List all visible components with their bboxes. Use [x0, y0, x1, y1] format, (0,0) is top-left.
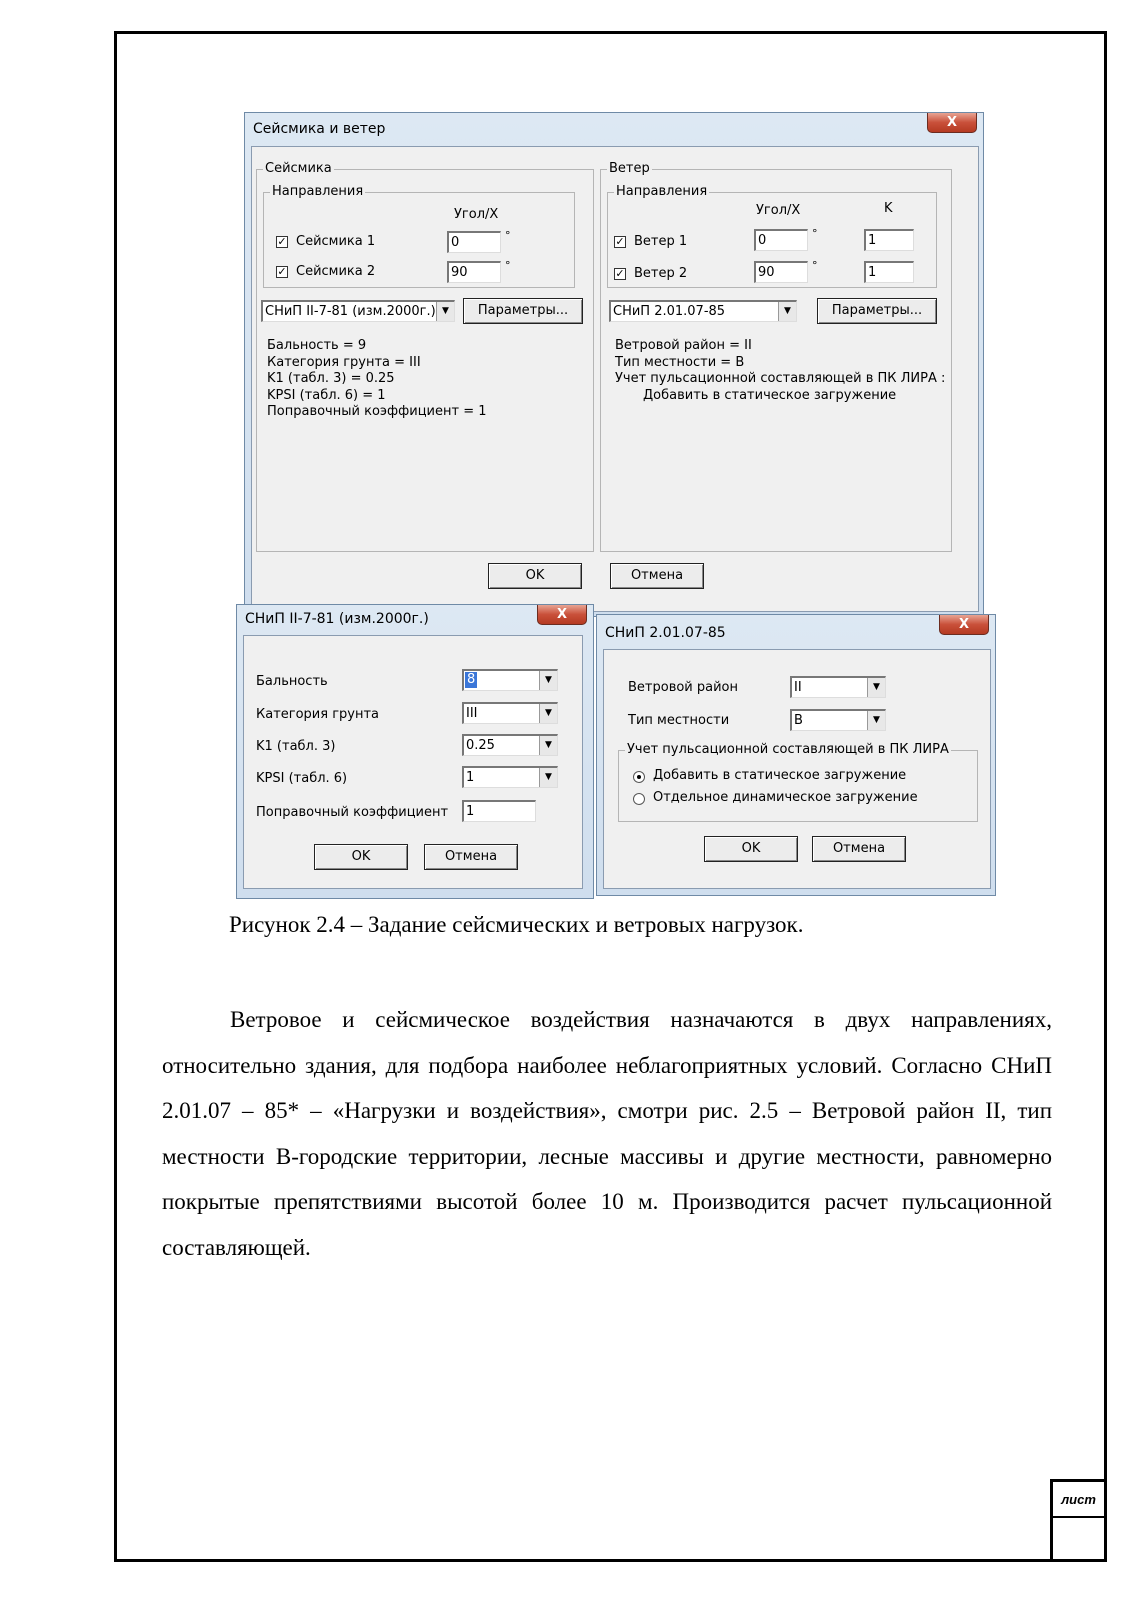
- wind-params-button[interactable]: Параметры...: [817, 298, 937, 324]
- kpsi-value: 1: [466, 770, 475, 785]
- chevron-down-icon: ▼: [539, 768, 557, 787]
- seismic-1-degree-unit: °: [505, 229, 511, 242]
- wind-summary: [615, 338, 945, 404]
- wind-directions-label: Направления: [616, 184, 708, 199]
- ok-button[interactable]: OK: [704, 836, 798, 862]
- close-button[interactable]: [939, 615, 989, 635]
- wind-1-label: Ветер 1: [634, 234, 688, 249]
- seismic-norm-value: СНиП II-7-81 (изм.2000г.): [265, 304, 436, 319]
- ok-button[interactable]: OK: [314, 844, 408, 870]
- field-label: Поправочный коэффициент: [256, 805, 449, 820]
- terrain-value: B: [794, 713, 803, 728]
- close-icon: X: [958, 617, 970, 632]
- wind-1-k-input[interactable]: 1: [864, 229, 914, 251]
- wind-angle-header: Угол/X: [756, 203, 801, 218]
- dialog-title: Сейсмика и ветер: [253, 121, 386, 137]
- soil-category-value: III: [466, 706, 478, 721]
- pulsation-group: [618, 742, 978, 822]
- seismic-summary-line: K1 (табл. 3) = 0.25: [267, 371, 395, 386]
- wind-norm-value: СНиП 2.01.07-85: [613, 304, 726, 319]
- terrain-select[interactable]: [790, 709, 886, 731]
- wind-1-degree-unit: °: [812, 227, 818, 240]
- seismic-group: [256, 161, 594, 552]
- wind-k-header: K: [884, 201, 893, 216]
- sheet-stamp: [1050, 1479, 1107, 1562]
- chevron-down-icon: ▼: [539, 736, 557, 755]
- title-bar: [597, 615, 995, 647]
- chevron-down-icon: ▼: [539, 671, 557, 690]
- seismic-summary-line: Бальность = 9: [267, 338, 367, 353]
- field-label: KPSI (табл. 6): [256, 771, 348, 786]
- field-label: K1 (табл. 3): [256, 739, 336, 754]
- wind-group: [600, 161, 952, 552]
- title-bar: [237, 605, 593, 637]
- seismic-summary-line: KPSI (табл. 6) = 1: [267, 387, 386, 403]
- cancel-button[interactable]: Отмена: [812, 836, 906, 862]
- dynamic-load-label: Отдельное динамическое загружение: [653, 790, 918, 805]
- seismic-angle-header: Угол/X: [454, 207, 499, 222]
- wind-summary-line: Ветровой район = II: [615, 338, 752, 353]
- wind-2-degree-unit: °: [812, 259, 818, 272]
- sheet-label: лист: [1053, 1482, 1104, 1518]
- dialog-client: [603, 649, 991, 889]
- dialog-client: [243, 635, 583, 889]
- chevron-down-icon: ▼: [867, 711, 885, 730]
- field-label: Бальность: [256, 674, 328, 689]
- cancel-button[interactable]: Отмена: [610, 563, 704, 589]
- seismic-directions-group: [263, 184, 575, 288]
- dynamic-load-radio[interactable]: [633, 793, 645, 805]
- seismic-params-button[interactable]: Параметры...: [463, 298, 583, 324]
- body-paragraph: Ветровое и сейсмическое воздействия назначаются в двух направлениях, относительно здания, для подбора наиболее неблагоприятных условий. Согласно СНиП 2.01.07 – 85* – «Нагрузки и воздействия», смотри рис. 2.5 – Ветровой район II, тип местности B-городские территории, лесные массивы и другие местности, равномерно покрытые препятствиями высотой более 10 м. Производится расчет пульсационной составляющей.: [162, 1007, 1052, 1260]
- wind-region-label: Ветровой район: [628, 680, 739, 695]
- chevron-down-icon: ▼: [778, 302, 796, 321]
- seismic-1-angle-input[interactable]: 0: [447, 231, 501, 253]
- seismic-2-angle-input[interactable]: 90: [447, 261, 501, 283]
- intensity-select[interactable]: [462, 669, 558, 691]
- dialog-title: СНиП II-7-81 (изм.2000г.): [245, 611, 429, 627]
- kpsi-select[interactable]: [462, 766, 558, 788]
- figure-caption: Рисунок 2.4 – Задание сейсмических и ветровых нагрузок.: [229, 912, 804, 937]
- soil-category-select[interactable]: [462, 702, 558, 724]
- pulsation-group-label: Учет пульсационной составляющей в ПК ЛИРА: [627, 742, 949, 757]
- k1-select[interactable]: [462, 734, 558, 756]
- wind-2-checkbox[interactable]: ✓: [615, 267, 625, 280]
- chevron-down-icon: ▼: [436, 302, 454, 321]
- wind-summary-line: Тип местности = B: [615, 354, 745, 370]
- seismic-norm-select[interactable]: [261, 300, 455, 322]
- seismic-1-label: Сейсмика 1: [296, 234, 376, 249]
- wind-summary-line: Добавить в статическое загружение: [643, 387, 897, 403]
- seismic-group-label: Сейсмика: [265, 161, 332, 176]
- intensity-value: 8: [467, 672, 476, 687]
- seismic-directions-label: Направления: [272, 184, 364, 199]
- title-bar: [245, 113, 983, 145]
- close-button[interactable]: [927, 113, 977, 133]
- close-button[interactable]: [537, 605, 587, 625]
- wind-region-value: II: [794, 680, 802, 695]
- wind-2-label: Ветер 2: [634, 266, 688, 281]
- wind-1-angle-input[interactable]: 0: [754, 229, 808, 251]
- k1-value: 0.25: [466, 738, 495, 753]
- seismic-summary-line: Категория грунта = III: [267, 354, 421, 370]
- dialog-title: СНиП 2.01.07-85: [605, 625, 726, 641]
- terrain-label: Тип местности: [628, 713, 730, 728]
- wind-group-label: Ветер: [609, 161, 650, 176]
- wind-2-k-input[interactable]: 1: [864, 261, 914, 283]
- static-load-label: Добавить в статическое загружение: [653, 768, 907, 783]
- ok-button[interactable]: OK: [488, 563, 582, 589]
- seismic-summary-line: Поправочный коэффициент = 1: [267, 404, 487, 419]
- wind-summary-line: Учет пульсационной составляющей в ПК ЛИРА :: [615, 371, 946, 386]
- close-icon: X: [946, 115, 958, 130]
- static-load-radio[interactable]: [633, 771, 645, 783]
- wind-2-angle-input[interactable]: 90: [754, 261, 808, 283]
- wind-norm-select[interactable]: [609, 300, 797, 322]
- seismic-1-checkbox[interactable]: ✓: [277, 235, 287, 248]
- dialog-client: [251, 146, 979, 612]
- seismic-2-degree-unit: °: [505, 259, 511, 272]
- close-icon: X: [556, 607, 568, 622]
- wind-region-select[interactable]: [790, 676, 886, 698]
- wind-1-checkbox[interactable]: ✓: [615, 235, 625, 248]
- correction-factor-input[interactable]: 1: [462, 800, 536, 822]
- seismic-params-dialog: [236, 604, 594, 899]
- seismic-2-label: Сейсмика 2: [296, 264, 376, 279]
- chevron-down-icon: ▼: [539, 704, 557, 723]
- wind-directions-group: [607, 184, 937, 288]
- wind-params-dialog: [596, 614, 996, 896]
- seismic-2-checkbox[interactable]: ✓: [277, 265, 287, 278]
- seismic-summary: [267, 338, 487, 421]
- chevron-down-icon: ▼: [867, 678, 885, 697]
- field-label: Категория грунта: [256, 707, 380, 722]
- seismic-wind-dialog: [244, 112, 984, 617]
- cancel-button[interactable]: Отмена: [424, 844, 518, 870]
